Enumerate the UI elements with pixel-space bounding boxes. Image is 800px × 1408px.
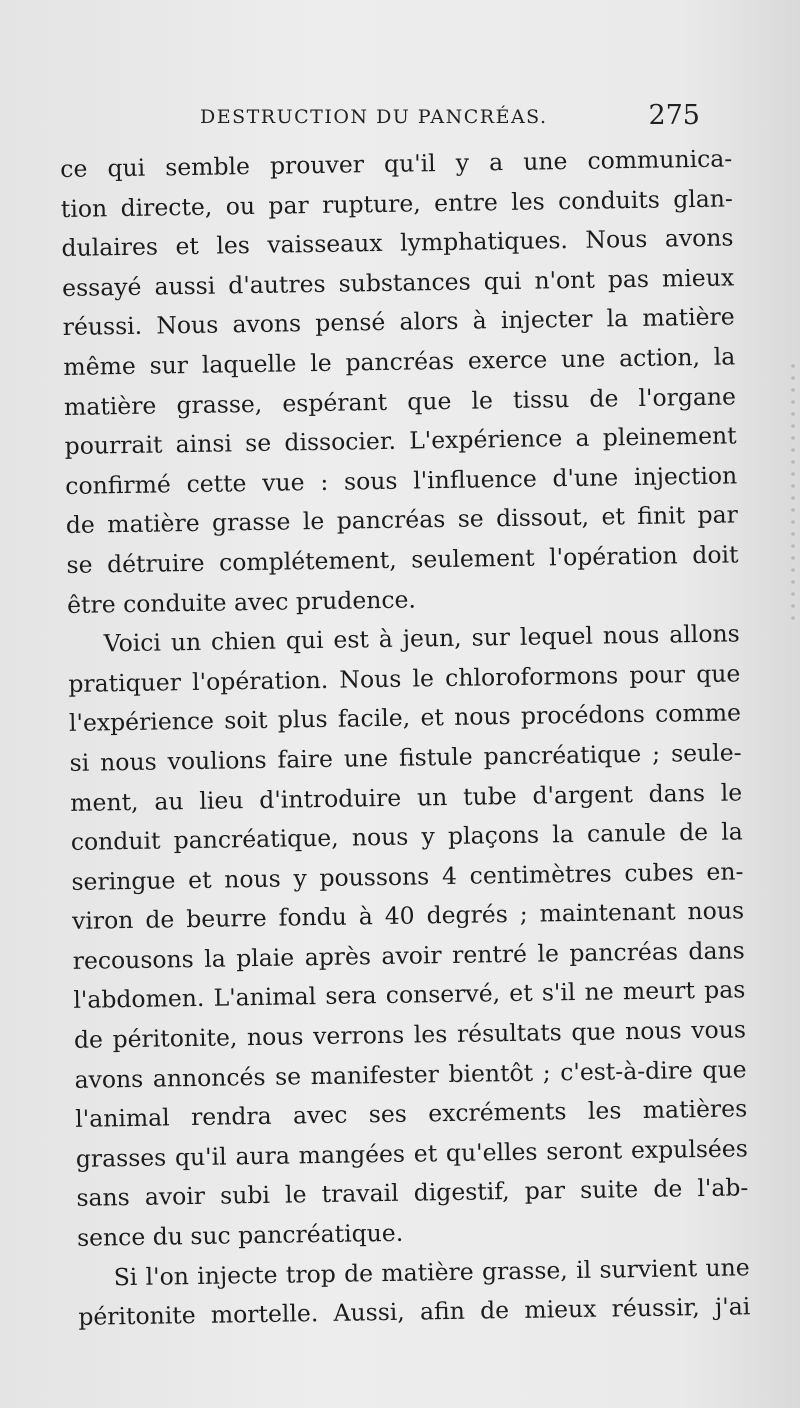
text-line: pratiquer l'opération. Nous le chloroformons pour que: [68, 659, 741, 698]
text-line: grasses qu'il aura mangées et qu'elles seront expulsées: [75, 1134, 748, 1173]
text-line: Si l'on injecte trop de matière grasse, il survient une: [113, 1252, 750, 1291]
text-line: pourrait ainsi se dissocier. L'expérience a pleinement: [64, 421, 737, 461]
paragraph: [67, 615, 749, 1259]
text-line: l'expérience soit plus facile, et nous procédons comme: [68, 698, 742, 738]
text-line: seringue et nous y poussons 4 centimètres cubes en-: [71, 857, 744, 896]
text-line: sans avoir subi le travail digestif, par suite de l'ab-: [76, 1173, 749, 1213]
text-line: sence du suc pancréatique.: [76, 1218, 404, 1252]
text-line: avons annoncés se manifester bientôt ; c'est-à-dire que: [74, 1054, 747, 1094]
text-line: l'abdomen. L'animal sera conservé, et s'il ne meurt pas: [73, 975, 746, 1015]
text-line: dulaires et les vaisseaux lymphatiques. Nous avons: [61, 223, 734, 263]
text-line: l'animal rendra avec ses excréments les matières: [75, 1094, 748, 1134]
edge-perforation-marks: [788, 360, 798, 620]
text-line: viron de beurre fondu à 40 degrés ; maintenant nous: [71, 896, 745, 936]
text-line: être conduite avec prudence.: [66, 584, 417, 619]
text-line: réussi. Nous avons pensé alors à injecter la matière: [62, 302, 735, 342]
text-line: confirmé cette vue : sous l'influence d'une injection: [65, 461, 738, 500]
text-line: essayé aussi d'autres substances qui n'ont pas mieux: [61, 263, 735, 302]
running-title: DESTRUCTION DU PANCRÉAS.: [200, 106, 548, 128]
text-line: si nous voulions faire une fistule pancréatique ; seule-: [69, 738, 742, 777]
text-line: même sur laquelle le pancréas exerce une action, la: [63, 342, 736, 381]
text-line: péritonite mortelle. Aussi, afin de mieux réussir, j'ai: [78, 1292, 751, 1332]
text-line: de péritonite, nous verrons les résultats que nous vous: [73, 1015, 747, 1054]
text-line: se détruire complétement, seulement l'opération doit: [66, 540, 739, 579]
text-line: recousons la plaie après avoir rentré le pancréas dans: [72, 936, 745, 975]
text-line: Voici un chien qui est à jeun, sur lequel nous allons: [103, 619, 740, 658]
text-line: conduit pancréatique, nous y plaçons la canule de la: [70, 817, 744, 857]
text-line: ment, au lieu d'introduire un tube d'argent dans le: [70, 777, 743, 817]
text-line: matière grasse, espérant que le tissu de l'organe: [63, 381, 737, 421]
text-line: tion directe, ou par rupture, entre les conduits glan-: [60, 184, 734, 223]
paragraph: [77, 1248, 750, 1338]
running-head: [60, 100, 700, 140]
body-text: [60, 139, 751, 1337]
text-line: ce qui semble prouver qu'il y a une communica-: [60, 144, 733, 183]
text-line: de matière grasse le pancréas se dissout, et finit par: [65, 500, 739, 540]
paragraph: [60, 139, 739, 625]
page-number: 275: [648, 100, 700, 131]
